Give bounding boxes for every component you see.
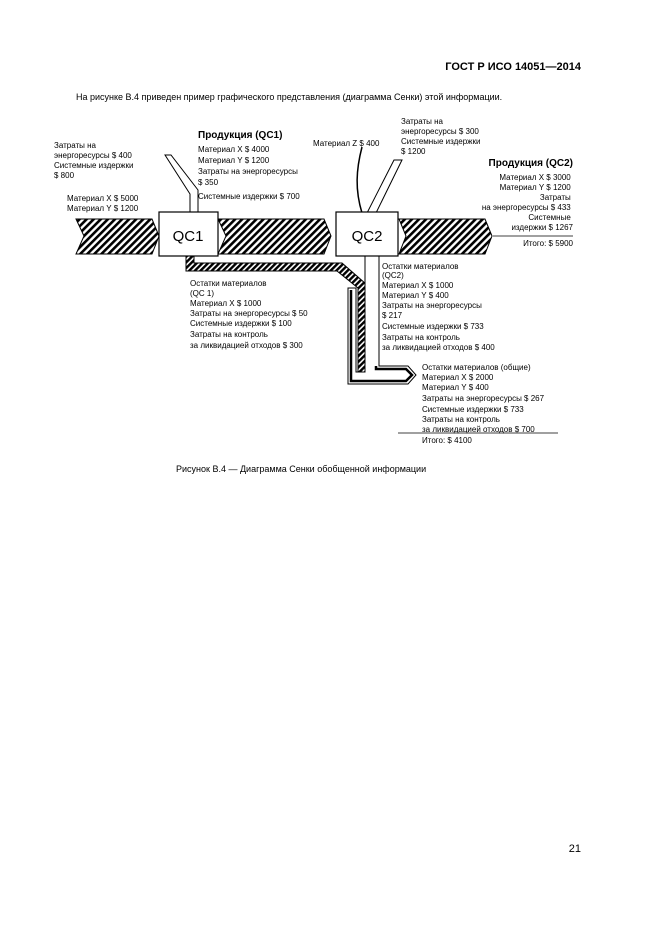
page-number: 21 bbox=[568, 843, 581, 855]
output-flow-arrow bbox=[399, 219, 492, 254]
left-material-label: Материал X $ 5000 Материал Y $ 1200 bbox=[67, 194, 139, 213]
remt-lines: Остатки материалов (общие) Материал X $ 2000 Материал Y $ 400 Затраты на энергоресурсы $ 267 Системные издержки $ 733 Затраты на контроль за ликвидацией отходов $ 700 bbox=[422, 363, 545, 434]
prod2-lines: Материал X $ 3000 Материал Y $ 1200 Затраты на энергоресурсы $ 433 Системные издержки $ 1267 bbox=[481, 173, 573, 232]
input-flow-arrow bbox=[76, 219, 159, 254]
intro-paragraph: На рисунке В.4 приведен пример графического представления (диаграмма Сенки) этой информации. bbox=[76, 92, 503, 102]
prod2-total: Итого: $ 5900 bbox=[523, 239, 573, 248]
qc2-input-label: Затраты на энергоресурсы $ 300 Системные издержки $ 1200 bbox=[401, 117, 481, 156]
prod1-lines: Материал X $ 4000 Материал Y $ 1200 Затраты на энергоресурсы $ 350 Системные издержки $ 700 bbox=[198, 145, 300, 201]
figure-caption: Рисунок В.4 — Диаграмма Сенки обобщенной информации bbox=[176, 464, 427, 474]
material-z-inflow bbox=[357, 147, 362, 213]
left-energy-label: Затраты на энергоресурсы $ 400 Системные издержки $ 800 bbox=[54, 141, 134, 180]
qc1-to-qc2-flow bbox=[218, 219, 331, 254]
qc1-energy-inflow bbox=[165, 155, 198, 213]
qc2-energy-inflow bbox=[367, 160, 402, 213]
remt-total: Итого: $ 4100 bbox=[422, 436, 472, 445]
qc1-label: QC1 bbox=[172, 228, 204, 245]
qc2-label: QC2 bbox=[351, 228, 383, 245]
material-z-label: Материал Z $ 400 bbox=[313, 139, 380, 148]
document-header: ГОСТ Р ИСО 14051—2014 bbox=[445, 61, 581, 73]
prod1-title: Продукция (QC1) bbox=[198, 130, 283, 141]
rem2-lines: Остатки материалов (QC2) Материал X $ 1000 Материал Y $ 400 Затраты на энергоресурсы $ 217 Системные издержки $ 733 Затраты на контроль за ликвидацией отходов $ 400 bbox=[382, 262, 495, 352]
prod2-title: Продукция (QC2) bbox=[488, 158, 573, 169]
rem1-lines: Остатки материалов (QC 1) Материал X $ 1000 Затраты на энергоресурсы $ 50 Системные издержки $ 100 Затраты на контроль за ликвидацией отходов $ 300 bbox=[190, 279, 308, 350]
